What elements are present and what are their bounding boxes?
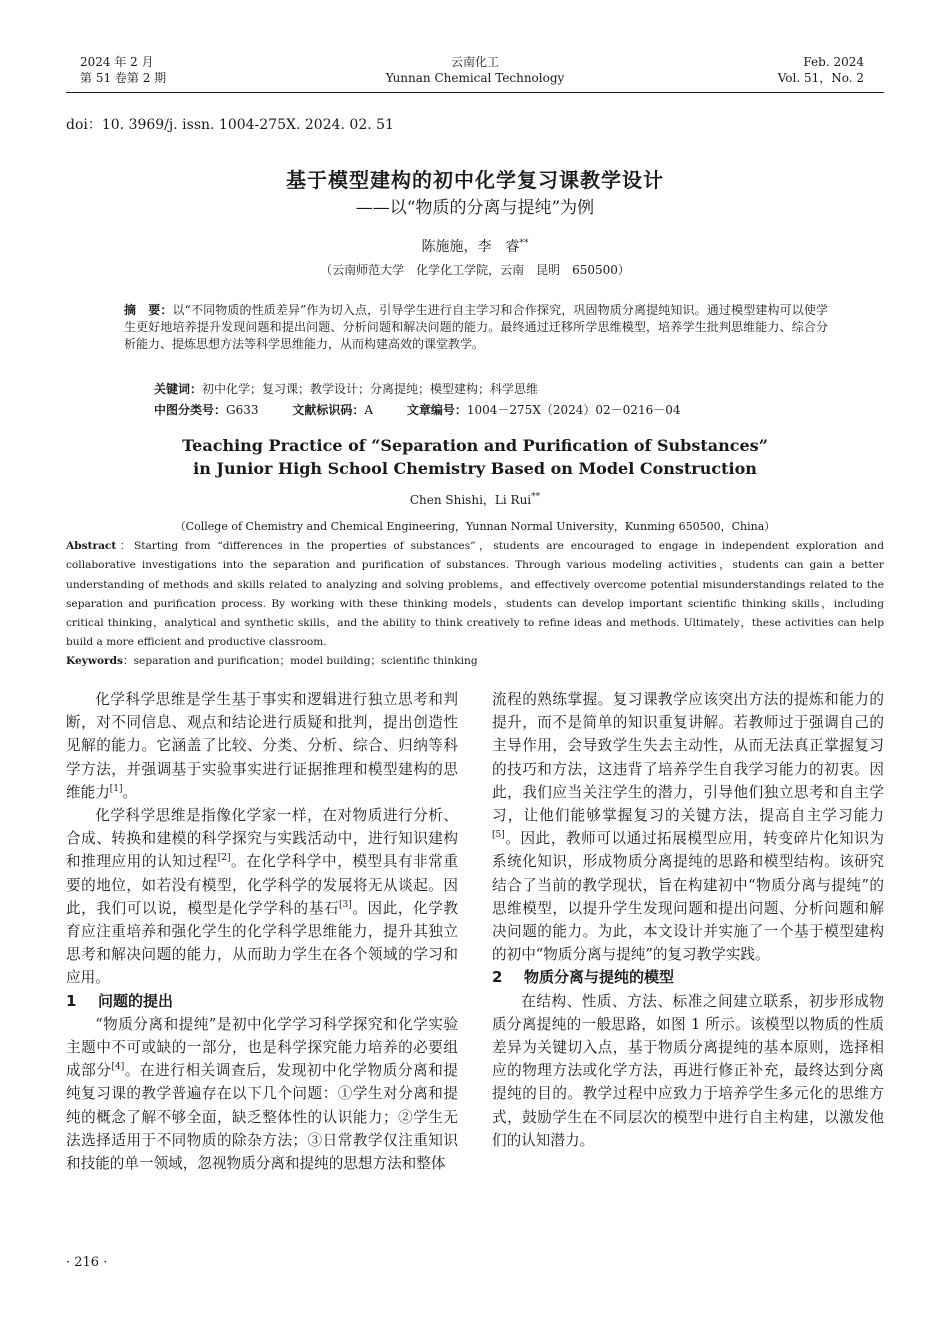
citation-1: [1] — [109, 783, 123, 794]
page-number: · 216 · — [66, 1255, 108, 1270]
keywords-cn — [154, 380, 538, 397]
section-1-title: 问题的提出 — [98, 991, 174, 1010]
citation-2: [2] — [217, 853, 231, 864]
english-title-line1: Teaching Practice of “Separation and Purification of Substances” — [182, 436, 768, 455]
author-mark: ** — [519, 238, 529, 249]
english-author-names: Chen Shishi，Li Rui — [409, 493, 532, 507]
paragraph-3: “物质分离和提纯”是初中化学学习科学探究和化学实验主题中不可或缺的一部分，也是科学探究能力培养的必要组成部分[4]。在进行相关调查后，发现初中化学物质分离和提纯复习课的教学普遍存在以下几个问题：①学生对分离和提纯的概念了解不够全面，缺乏整体性的认识能力；②学生无法选择适用于不同物质的除杂方法；③日常教学仅注重知识和技能的单一领域，忽视物质分离和提纯的思想方法和整体 — [66, 1015, 458, 1173]
article-number-value: 1004－275X（2024）02－0216－04 — [466, 403, 681, 417]
keywords-en-text: ：separation and purification；model building；scientific thinking — [123, 655, 478, 667]
citation-5: [5] — [492, 830, 505, 841]
journal-name-en: Yunnan Chemical Technology — [385, 71, 565, 85]
section-2-heading — [492, 966, 884, 989]
section-1-heading — [66, 990, 458, 1013]
abstract-en-label: Abstract — [66, 540, 117, 552]
doc-code-label: 文献标识码： — [292, 403, 365, 417]
body-column-right — [492, 688, 884, 1152]
classification-line — [154, 401, 854, 418]
clc-label: 中图分类号： — [154, 403, 227, 417]
abstract-en — [66, 537, 884, 653]
doc-code-value: A — [364, 403, 374, 417]
header-rule — [66, 92, 884, 93]
keywords-en-label: Keywords — [66, 655, 124, 667]
paragraph-2: 化学科学思维是指像化学家一样，在对物质进行分析、合成、转换和建模的科学探究与实践活动中，进行知识建构和推理应用的认知过程[2]。在化学科学中，模型具有非常重要的地位，如若没有模型，化学科学的发展将无从谈起。因此，我们可以说，模型是化学学科的基石[3]。因此，化学教育应注重培养和强化学生的化学科学思维能力，提升其独立思考和解决问题的能力，从而助力学生在各个领域的学习和应用。 — [66, 807, 458, 987]
header-left — [80, 54, 166, 86]
english-author-mark: ** — [531, 492, 541, 502]
keywords-en — [66, 653, 478, 668]
header-date: 2024 年 2 月 — [80, 55, 154, 69]
keywords-cn-text: 初中化学；复习课；教学设计；分离提纯；模型建构；科学思维 — [202, 382, 539, 396]
paragraph-4: 流程的熟练掌握。复习课教学应该突出方法的提炼和能力的提升，而不是简单的知识重复讲解。若教师过于强调自己的主导作用，会导致学生失去主动性，从而无法真正掌握复习的技巧和方法，这违背了培养学生自我学习能力的初衷。因此，我们应当关注学生的潜力，引导他们独立思考和自主学习，让他们能够掌握复习的关键方法，提高自主学习能力[5]。因此，教师可以通过拓展模型应用，转变碎片化知识为系统化知识，形成物质分离提纯的思路和模型结构。该研究结合了当前的教学现状，旨在构建初中“物质分离与提纯”的思维模型，以提升学生发现问题和提出问题、分析问题和解决问题的能力。为此，本文设计并实施了一个基于模型建构的初中“物质分离与提纯”的复习教学实践。 — [492, 691, 884, 964]
header-right — [778, 54, 864, 86]
doi: doi：10. 3969/j. issn. 1004-275X. 2024. 02. 51 — [66, 117, 394, 133]
english-authors — [0, 491, 950, 508]
abstract-cn-text: 以“不同物质的性质差异”作为切入点，引导学生进行自主学习和合作探究，巩固物质分离提纯知识。通过模型建构可以使学生更好地培养提升发现问题和提出问题、分析问题和解决问题的能力。最终通过迁移所学思维模型，培养学生批判思维能力、综合分析能力、提炼思想方法等科学思维能力，从而构建高效的课堂教学。 — [124, 303, 828, 351]
section-2-number: 2 — [492, 968, 503, 987]
abstract-cn — [124, 302, 828, 353]
english-title-line2: in Junior High School Chemistry Based on Model Construction — [193, 459, 757, 478]
header-volume-cn: 第 51 卷第 2 期 — [80, 71, 167, 85]
section-2-title: 物质分离与提纯的模型 — [524, 968, 675, 987]
english-affiliation: （College of Chemistry and Chemical Engineering，Yunnan Normal University，Kunming 650500，China） — [174, 520, 776, 533]
citation-4: [4] — [111, 1062, 125, 1073]
abstract-en-text: ：Starting from “differences in the properties of substances”，students are encouraged to engage in independent exploration and collaborative investigations into the separation and purification of substances. Through various modeling activities，students can gain a better understanding of methods and skills related to analyzing and solving problems，and effectively overcome potential misunderstandings related to the separation and purification process. By working with these thinking models，students can develop important scientific thinking skills，including critical thinking，analytical and synthetic skills，and the ability to think creatively to refine ideas and methods. Ultimately，these activities can help build a more efficient and productive classroom. — [66, 540, 884, 649]
english-title — [0, 434, 950, 480]
article-number-label: 文章编号： — [406, 403, 467, 417]
abstract-cn-label: 摘 要： — [124, 303, 173, 317]
paper-title: 基于模型建构的初中化学复习课教学设计 — [286, 168, 664, 192]
authors — [0, 236, 950, 256]
paragraph-5: 在结构、性质、方法、标准之间建立联系，初步形成物质分离提纯的一般思路，如图 1 所示。该模型以物质的性质差异为关键切入点，基于物质分离提纯的基本原则，选择相应的物理方法或化学方法，再进行修正补充，最终达到分离提纯的目的。教学过程中应致力于培养学生多元化的思维方式，鼓励学生在不同层次的模型中进行自主构建，以激发他们的认知潜力。 — [492, 992, 884, 1149]
citation-3: [3] — [339, 899, 352, 910]
affiliation: （云南师范大学 化学化工学院，云南 昆明 650500） — [320, 263, 630, 277]
keywords-cn-label: 关键词： — [154, 382, 203, 396]
header-volume-en: Vol. 51，No. 2 — [777, 71, 864, 85]
clc-value: G633 — [226, 403, 259, 417]
header-date-en: Feb. 2024 — [803, 55, 864, 69]
section-1-number: 1 — [66, 991, 77, 1010]
journal-name-cn: 云南化工 — [450, 55, 499, 69]
paragraph-1: 化学科学思维是学生基于事实和逻辑进行独立思考和判断，对不同信息、观点和结论进行质疑和批判，提出创造性见解的能力。它涵盖了比较、分类、分析、综合、归纳等科学方法，并强调基于实验事实进行证据推理和模型建构的思维能力[1]。 — [66, 691, 458, 801]
author-names: 陈施施，李 睿 — [421, 239, 520, 255]
body-column-left — [66, 688, 458, 1175]
header-center — [300, 54, 650, 86]
paper-subtitle: ——以“物质的分离与提纯”为例 — [355, 198, 595, 218]
